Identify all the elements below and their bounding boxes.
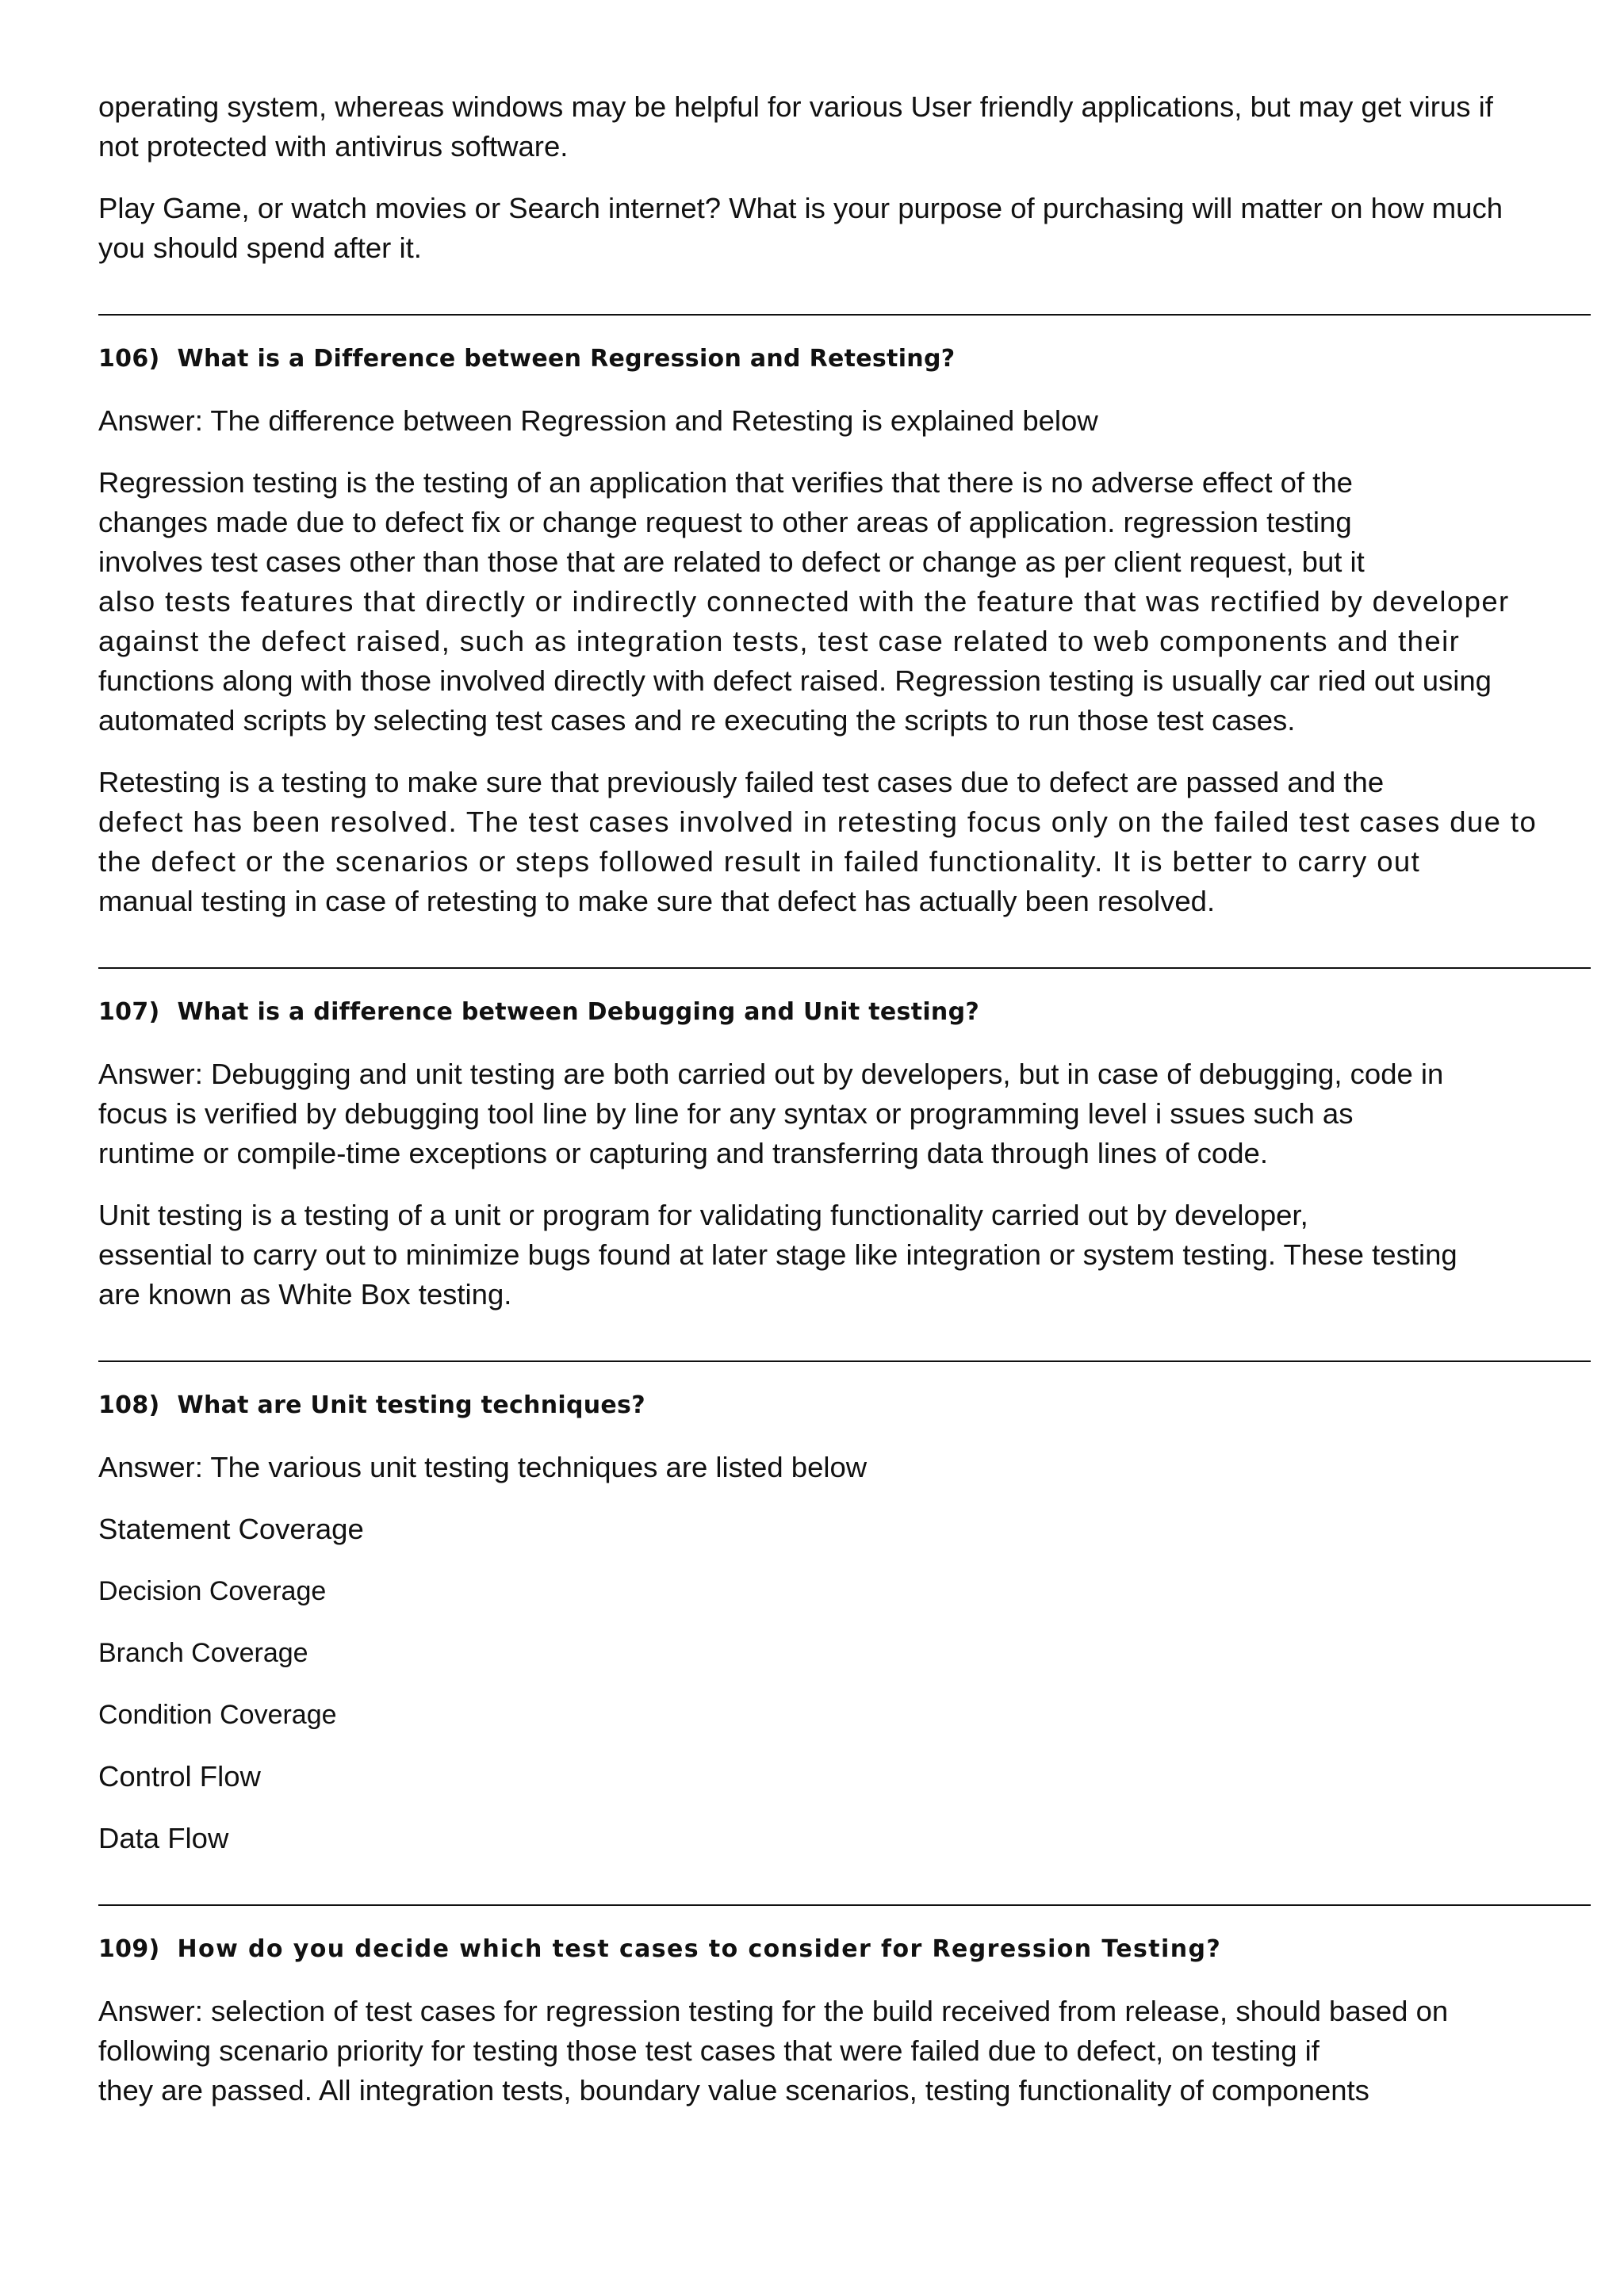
- q106-answer-intro: [98, 401, 1591, 441]
- text-line: not protected with antivirus software.: [98, 130, 569, 163]
- text-line: Answer: Debugging and unit testing are both carried out by developers, but in case of debugging, code in: [98, 1058, 1444, 1090]
- question-number: 106): [98, 345, 160, 373]
- question-text: What is a Difference between Regression and Retesting?: [177, 345, 956, 373]
- list-item: Decision Coverage: [98, 1576, 327, 1606]
- question-107-heading: [98, 993, 1591, 1032]
- text-line: Regression testing is the testing of an application that verifies that there is no adverse effect of the: [98, 466, 1353, 499]
- text-line: automated scripts by selecting test cases and re executing the scripts to run those test cases.: [98, 704, 1296, 737]
- question-109-heading: [98, 1930, 1591, 1969]
- question-number: 109): [98, 1935, 160, 1963]
- question-108-heading: [98, 1386, 1591, 1425]
- text-line: runtime or compile-time exceptions or capturing and transferring data through lines of code.: [98, 1137, 1268, 1169]
- text-line: Answer: The difference between Regression and Retesting is explained below: [98, 404, 1098, 437]
- list-item: Statement Coverage: [98, 1513, 364, 1545]
- text-line: the defect or the scenarios or steps followed result in failed functionality. It is better to carry out: [98, 845, 1421, 878]
- text-line: changes made due to defect fix or change request to other areas of application. regression testing: [98, 506, 1352, 538]
- text-line: also tests features that directly or indirectly connected with the feature that was rectified by developer: [98, 585, 1510, 618]
- intro-paragraph-1: [98, 87, 1591, 166]
- text-line: defect has been resolved. The test cases involved in retesting focus only on the failed test cases due to: [98, 806, 1538, 838]
- list-item: Condition Coverage: [98, 1700, 337, 1730]
- document-page: [98, 87, 1591, 2110]
- text-line: functions along with those involved directly with defect raised. Regression testing is usually car ried out using: [98, 664, 1492, 697]
- text-line: focus is verified by debugging tool line by line for any syntax or programming level i ssues such as: [98, 1097, 1354, 1130]
- text-line: Unit testing is a testing of a unit or program for validating functionality carried out by developer,: [98, 1199, 1308, 1231]
- question-text: How do you decide which test cases to consider for Regression Testing?: [177, 1935, 1222, 1963]
- question-text: What are Unit testing techniques?: [177, 1391, 645, 1419]
- q107-paragraph-2: [98, 1196, 1591, 1314]
- q109-paragraph-1: [98, 1992, 1591, 2110]
- intro-paragraph-2: [98, 189, 1591, 268]
- question-number: 108): [98, 1391, 160, 1419]
- text-line: involves test cases other than those that are related to defect or change as per client request, but it: [98, 545, 1365, 578]
- q106-paragraph-1: [98, 463, 1591, 740]
- question-106-heading: [98, 339, 1591, 379]
- list-item: Branch Coverage: [98, 1638, 308, 1668]
- q106-paragraph-2: [98, 763, 1591, 921]
- q107-paragraph-1: [98, 1054, 1591, 1173]
- text-line: against the defect raised, such as integration tests, test case related to web components and their: [98, 625, 1461, 657]
- text-line: operating system, whereas windows may be helpful for various User friendly applications, but may get virus if: [98, 90, 1493, 123]
- q108-answer-intro: [98, 1448, 1591, 1487]
- question-text: What is a difference between Debugging and Unit testing?: [177, 998, 980, 1026]
- question-number: 107): [98, 998, 160, 1026]
- text-line: they are passed. All integration tests, boundary value scenarios, testing functionality of components: [98, 2074, 1369, 2107]
- list-item: Control Flow: [98, 1760, 261, 1793]
- text-line: Answer: selection of test cases for regression testing for the build received from release, should based on: [98, 1995, 1449, 2027]
- text-line: manual testing in case of retesting to make sure that defect has actually been resolved.: [98, 885, 1216, 917]
- text-line: are known as White Box testing.: [98, 1278, 512, 1311]
- text-line: following scenario priority for testing those test cases that were failed due to defect, on testing if: [98, 2034, 1320, 2067]
- text-line: essential to carry out to minimize bugs found at later stage like integration or system testing. These testing: [98, 1238, 1457, 1271]
- list-item: Data Flow: [98, 1822, 229, 1854]
- text-line: Play Game, or watch movies or Search internet? What is your purpose of purchasing will matter on how much: [98, 192, 1503, 224]
- text-line: Retesting is a testing to make sure that previously failed test cases due to defect are passed and the: [98, 766, 1385, 798]
- text-line: Answer: The various unit testing techniques are listed below: [98, 1451, 868, 1483]
- text-line: you should spend after it.: [98, 232, 422, 264]
